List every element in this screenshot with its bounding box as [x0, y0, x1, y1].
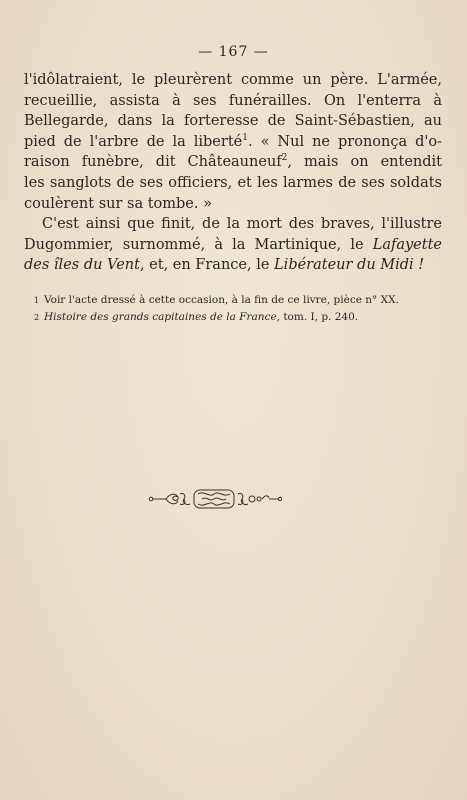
text-line — [24, 235, 442, 256]
footnote-text: Voir l'acte dressé à cette occasion, à la fin de ce livre, pièce n° XX. — [44, 294, 399, 306]
text-line: C'est ainsi que finit, de la mort des braves, l'illustre — [42, 216, 442, 233]
text-line — [24, 152, 442, 173]
footnotes — [34, 292, 434, 326]
footnote-mark: 2 — [34, 313, 40, 322]
text-line: les sanglots de ses officiers, et les larmes de ses soldats — [24, 174, 442, 191]
text-line: l'idôlatraient, le pleurèrent comme un père. L'armée, — [24, 72, 442, 88]
footnote-ref-2: 2 — [281, 153, 288, 164]
italic-liberateur: Libérateur du Midi ! — [274, 257, 425, 274]
italic-lafayette: Lafayette — [372, 236, 442, 253]
text-segment: pied de l'arbre de la liberté — [24, 133, 243, 150]
paragraph-2-cont — [24, 235, 442, 276]
text-line: coulèrent sur sa tombe. » — [24, 195, 212, 212]
footnote-1 — [34, 292, 434, 309]
text-segment: . « Nul ne prononça d'o- — [247, 133, 443, 150]
text-segment: , mais on entendit — [287, 154, 443, 171]
text-line — [24, 132, 442, 153]
paragraph-2 — [24, 214, 442, 235]
footnote-text: tom. I, p. 240. — [280, 311, 359, 323]
footnote-ref-1: 1 — [242, 132, 248, 143]
ornament-icon — [148, 484, 282, 514]
footnote-2 — [34, 309, 434, 326]
paragraph-1 — [24, 70, 442, 214]
text-segment: raison funèbre, dit Châteauneuf — [24, 154, 282, 171]
italic-iles-du-vent: des îles du Vent — [24, 257, 140, 274]
text-segment: Dugommier, surnommé, à la Martinique, le — [24, 236, 373, 253]
text-line: recueillie, assista à ses funérailles. On l'enterra à — [24, 92, 442, 109]
text-line: Bellegarde, dans la forteresse de Saint-Sébastien, au — [24, 113, 442, 130]
footnote-mark: 1 — [34, 296, 40, 305]
text-segment: , et, en France, le — [139, 257, 275, 274]
page-number: — 167 — — [198, 44, 269, 60]
footnote-italic-title: Histoire des grands capitaines de la France, — [44, 311, 280, 323]
text-line — [24, 255, 442, 276]
body-text — [24, 70, 442, 276]
